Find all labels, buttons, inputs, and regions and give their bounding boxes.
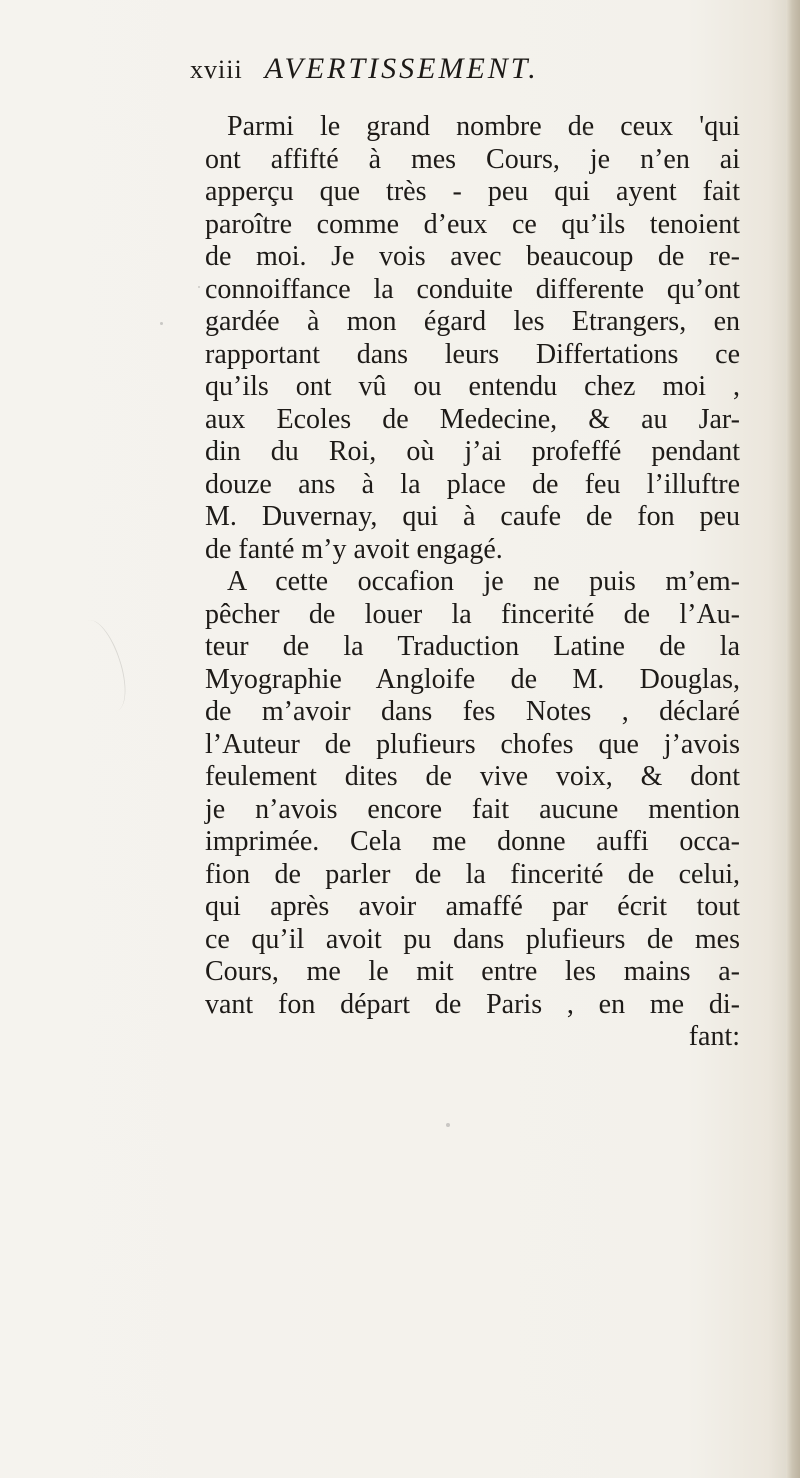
text-line: Parmi le grand nombre de ceux 'qui: [227, 111, 740, 142]
text-line: aux Ecoles de Medecine, & au Jar-: [205, 403, 740, 435]
page-header: [190, 52, 710, 102]
text-line: de m’avoir dans fes Notes , déclaré: [205, 696, 740, 727]
text-line: de moi. Je vois avec beaucoup de re-: [205, 241, 740, 272]
text-line: imprimée. Cela me donne auffi occa-: [205, 826, 740, 857]
ink-speck: [198, 286, 200, 288]
paper-scuff: [70, 615, 135, 717]
page-number: xviii: [190, 55, 243, 84]
ink-speck: [638, 908, 641, 911]
text-line: fion de parler de la fincerité de celui,: [205, 858, 740, 890]
ink-speck: [160, 322, 163, 325]
text-line: rapportant dans leurs Differtations ce: [205, 338, 740, 370]
text-line: teur de la Traduction Latine de la: [205, 631, 740, 662]
text-line: A cette occafion je ne puis m’em-: [227, 566, 740, 597]
text-line: ont affifté à mes Cours, je n’en ai: [205, 143, 740, 175]
text-line: de fanté m’y avoit engagé.: [205, 533, 503, 565]
text-line: qui après avoir amaffé par écrit tout: [205, 891, 740, 922]
text-line: din du Roi, où j’ai profeffé pendant: [205, 436, 740, 467]
text-line: Cours, me le mit entre les mains a-: [205, 956, 740, 987]
text-line: feulement dites de vive voix, & dont: [205, 761, 740, 792]
text-line: qu’ils ont vû ou entendu chez moi ,: [205, 371, 740, 402]
running-head: AVERTISSEMENT.: [264, 52, 539, 85]
page-edge: [786, 0, 800, 1478]
text-line: douze ans à la place de feu l’illuftre: [205, 468, 740, 500]
ink-speck: [583, 130, 586, 134]
text-line: connoiffance la conduite differente qu’ont: [205, 273, 740, 305]
catchword: fant:: [688, 1021, 740, 1052]
body-text: [205, 111, 740, 1054]
text-line: je n’avois encore fait aucune mention: [205, 793, 740, 825]
text-line: apperçu que très - peu qui ayent fait: [205, 176, 740, 207]
ink-speck: [446, 1123, 450, 1127]
text-line: ce qu’il avoit pu dans plufieurs de mes: [205, 923, 740, 955]
text-line: l’Auteur de plufieurs chofes que j’avois: [205, 728, 740, 760]
text-line: paroître comme d’eux ce qu’ils tenoient: [205, 208, 740, 240]
text-line: gardée à mon égard les Etrangers, en: [205, 306, 740, 337]
text-line: M. Duvernay, qui à caufe de fon peu: [205, 501, 740, 532]
text-line: Myographie Angloife de M. Douglas,: [205, 663, 740, 695]
text-line: pêcher de louer la fincerité de l’Au-: [205, 598, 740, 630]
text-line: vant fon départ de Paris , en me di-: [205, 988, 740, 1020]
